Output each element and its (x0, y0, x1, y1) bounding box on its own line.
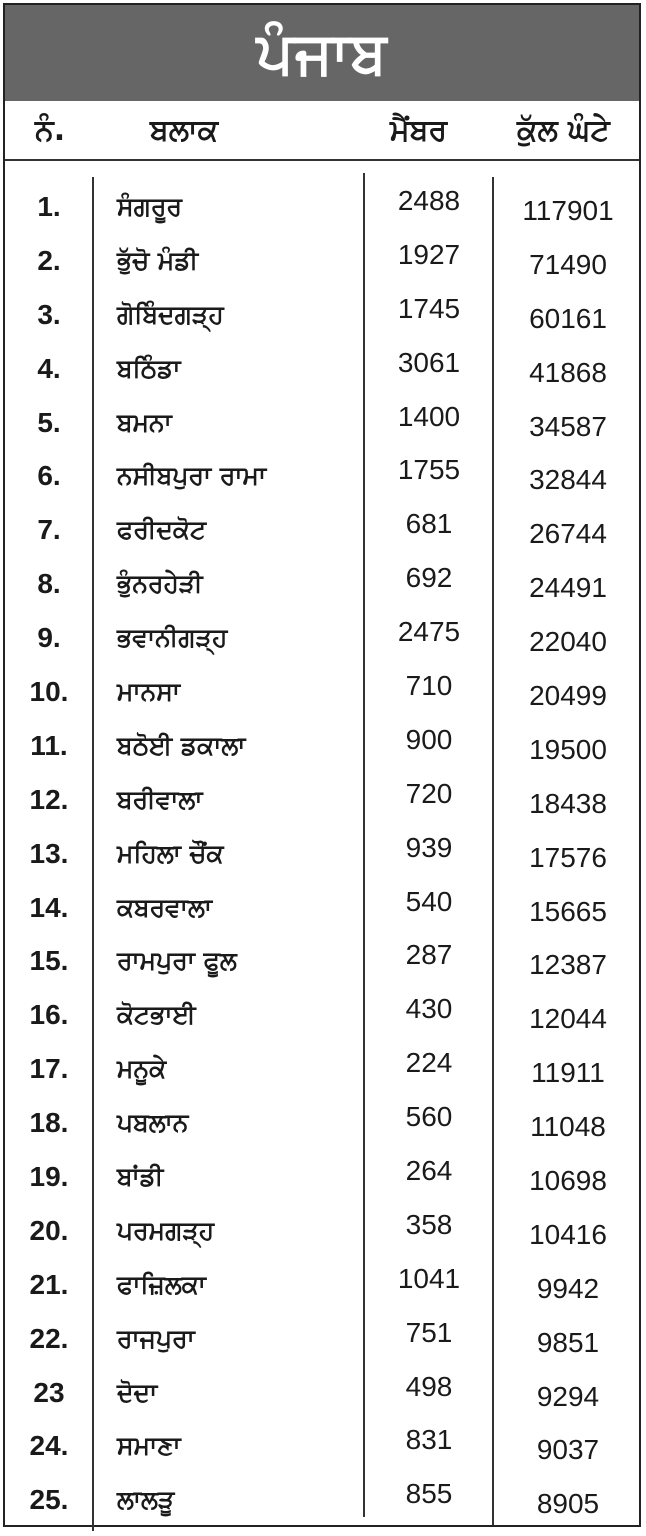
table-row (5, 1204, 639, 1258)
member-count: 831 (405, 1424, 453, 1456)
block-name: ਬਾਂਡੀ (117, 1162, 164, 1192)
header-no: ਨੰ. (35, 112, 66, 148)
table-row (5, 449, 639, 503)
table-frame (3, 3, 641, 1527)
block-name: ਮਾਨਸਾ (117, 677, 181, 707)
row-number: 20. (29, 1214, 69, 1246)
total-hours: 11048 (530, 1111, 606, 1143)
member-count: 498 (405, 1370, 453, 1402)
member-count: 287 (405, 939, 453, 971)
total-hours: 19500 (529, 733, 607, 765)
block-name: ਭੁੰਨਰਹੇੜੀ (117, 569, 203, 599)
row-number: 6. (37, 460, 61, 492)
total-hours: 10698 (529, 1165, 607, 1197)
block-name: ਬਠਿੰਡਾ (117, 353, 181, 383)
row-number: 11. (30, 729, 68, 761)
total-hours: 24491 (529, 572, 607, 604)
row-number: 4. (37, 352, 61, 384)
table-row (5, 1150, 639, 1204)
row-number: 13. (29, 837, 69, 869)
total-hours: 9942 (536, 1272, 600, 1304)
member-count: 710 (405, 670, 453, 702)
row-number: 18. (29, 1107, 69, 1139)
member-count: 358 (405, 1208, 453, 1240)
block-name: ਦੋਦਾ (117, 1377, 158, 1407)
member-count: 560 (405, 1101, 453, 1133)
member-count: 900 (405, 723, 453, 755)
row-number: 7. (37, 514, 61, 546)
member-count: 1400 (397, 400, 461, 432)
block-name: ਰਾਮਪੁਰਾ ਫੂਲ (117, 946, 237, 976)
total-hours: 9037 (536, 1434, 600, 1466)
total-hours: 20499 (529, 680, 607, 712)
table-row (5, 1473, 639, 1527)
total-hours: 11911 (531, 1057, 605, 1089)
block-name: ਬਰੀਵਾਲਾ (117, 784, 203, 814)
table-row (5, 234, 639, 288)
total-hours: 17576 (529, 841, 607, 873)
table-row (5, 719, 639, 773)
total-hours: 12044 (529, 1003, 607, 1035)
member-count: 224 (405, 1047, 453, 1079)
table-header (5, 101, 639, 161)
table-row (5, 1096, 639, 1150)
member-count: 692 (405, 562, 453, 594)
table-row (5, 288, 639, 342)
row-number: 17. (29, 1053, 69, 1085)
member-count: 1041 (397, 1262, 461, 1294)
member-count: 2488 (397, 185, 461, 216)
row-number: 16. (29, 999, 69, 1031)
table-row (5, 611, 639, 665)
row-number: 5. (37, 406, 61, 438)
block-name: ਰਾਜਪੁਰਾ (117, 1323, 195, 1353)
row-number: 23 (33, 1376, 65, 1408)
block-name: ਪਰਮਗੜ੍ਹ (117, 1215, 215, 1245)
table-row (5, 1042, 639, 1096)
block-name: ਸੰਗਰੂਰ (117, 192, 183, 221)
total-hours: 12387 (529, 949, 607, 981)
row-number: 2. (37, 244, 61, 276)
total-hours: 9294 (536, 1380, 600, 1412)
member-count: 3061 (397, 346, 461, 378)
block-name: ਪਬਲਾਨ (117, 1108, 189, 1138)
header-block: ਬਲਾਕ (150, 112, 219, 148)
block-name: ਸਮਾਣਾ (117, 1431, 181, 1461)
row-number: 9. (37, 622, 61, 654)
row-number: 15. (29, 945, 69, 977)
table-row (5, 180, 639, 234)
member-count: 2475 (397, 616, 461, 648)
total-hours: 60161 (529, 302, 607, 334)
table-row (5, 503, 639, 557)
member-count: 1927 (397, 238, 461, 270)
row-number: 10. (29, 676, 69, 708)
table-row (5, 396, 639, 450)
total-hours: 34587 (529, 410, 607, 442)
row-number: 8. (37, 568, 61, 600)
title-banner (5, 5, 639, 101)
table-row (5, 1312, 639, 1366)
table-row (5, 1366, 639, 1420)
total-hours: 22040 (529, 626, 607, 658)
row-number: 24. (29, 1430, 69, 1462)
block-name: ਨਸੀਬਪੁਰਾ ਰਾਮਾ (117, 461, 267, 491)
block-name: ਮਨੂਕੇ (117, 1054, 167, 1084)
table-row (5, 1258, 639, 1312)
table-row (5, 773, 639, 827)
table-row (5, 1419, 639, 1473)
row-number: 21. (29, 1268, 69, 1300)
block-name: ਕੋਟਭਾਈ (117, 1000, 196, 1030)
total-hours: 8905 (536, 1488, 600, 1520)
total-hours: 15665 (529, 895, 607, 927)
member-count: 751 (405, 1316, 453, 1348)
total-hours: 9851 (536, 1326, 600, 1358)
header-total-hours: ਕੁੱਲ ਘੰਟੇ (517, 112, 610, 148)
table-row (5, 557, 639, 611)
block-name: ਲਾਲੜੂ (117, 1485, 175, 1515)
row-number: 19. (29, 1161, 69, 1193)
block-name: ਬਠੋਈ ਡਕਾਲਾ (117, 730, 246, 760)
member-count: 264 (405, 1155, 453, 1187)
member-count: 540 (405, 885, 453, 917)
block-name: ਫਰੀਦਕੋਟ (117, 515, 206, 545)
row-number: 22. (29, 1322, 69, 1354)
member-count: 681 (405, 508, 453, 540)
row-number: 14. (29, 891, 69, 923)
member-count: 939 (405, 831, 453, 863)
table-row (5, 934, 639, 988)
table-row (5, 342, 639, 396)
total-hours: 26744 (529, 518, 607, 550)
table-row (5, 827, 639, 881)
total-hours: 18438 (529, 787, 607, 819)
block-name: ਮਹਿਲਾ ਚੌਂਕ (117, 838, 224, 868)
page-title: ਪੰਜਾਬ (256, 18, 388, 87)
header-members: ਮੈਂਬਰ (390, 112, 448, 148)
table-row (5, 881, 639, 935)
member-count: 1745 (397, 292, 461, 324)
total-hours: 117901 (522, 195, 614, 226)
member-count: 720 (405, 777, 453, 809)
row-number: 25. (29, 1484, 69, 1516)
row-number: 12. (29, 783, 69, 815)
table-row (5, 988, 639, 1042)
member-count: 1755 (397, 454, 461, 486)
table-row (5, 665, 639, 719)
member-count: 855 (405, 1478, 453, 1510)
block-name: ਬਮਨਾ (117, 407, 172, 437)
total-hours: 41868 (529, 356, 607, 388)
member-count: 430 (405, 993, 453, 1025)
total-hours: 10416 (529, 1218, 607, 1250)
block-name: ਭੁੱਚੋ ਮੰਡੀ (117, 245, 199, 275)
block-name: ਗੋਬਿੰਦਗੜ੍ਹ (117, 299, 224, 329)
block-name: ਕਬਰਵਾਲਾ (117, 892, 213, 922)
total-hours: 32844 (529, 464, 607, 496)
row-number: 1. (37, 191, 61, 222)
table-body (5, 180, 639, 1527)
total-hours: 71490 (529, 248, 607, 280)
block-name: ਫਾਜ਼ਿਲਕਾ (117, 1269, 206, 1299)
block-name: ਭਵਾਨੀਗੜ੍ਹ (117, 623, 228, 653)
row-number: 3. (37, 298, 61, 330)
